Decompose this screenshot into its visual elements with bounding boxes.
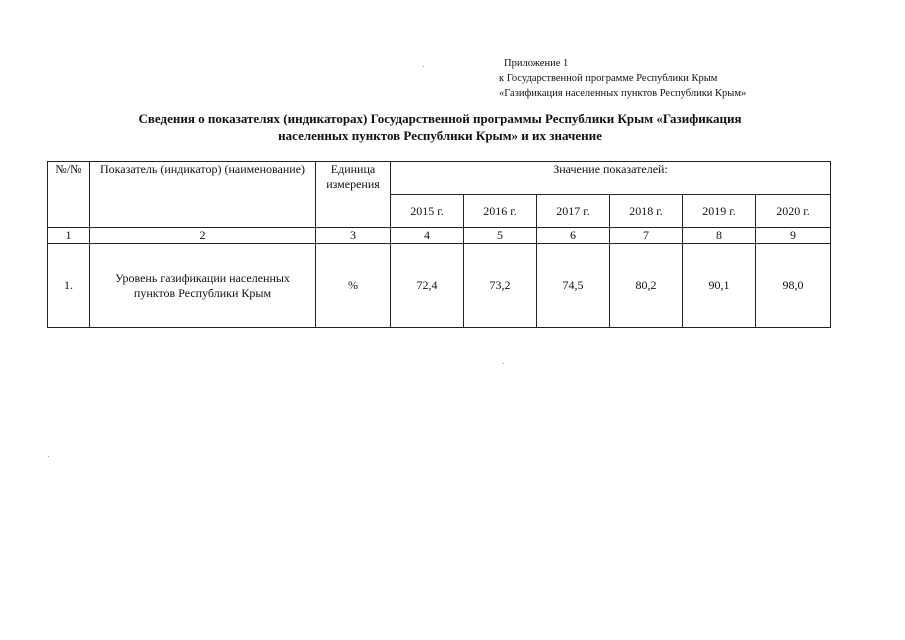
- column-numbers-row: [48, 228, 831, 244]
- scan-speck: [48, 456, 49, 457]
- header-year: 2016 г.: [464, 195, 537, 228]
- row-value: 90,1: [683, 244, 756, 328]
- header-values: Значение показателей:: [391, 162, 831, 195]
- column-number: 9: [756, 228, 831, 244]
- row-value: 98,0: [756, 244, 831, 328]
- appendix-program-name: «Газификация населенных пунктов Республики Крым»: [499, 88, 747, 99]
- column-number: 5: [464, 228, 537, 244]
- title-line-2: населенных пунктов Республики Крым» и их значение: [278, 128, 602, 143]
- header-year: 2018 г.: [610, 195, 683, 228]
- header-num: №/№: [48, 162, 90, 228]
- row-indicator: Уровень газификации населенных пунктов Республики Крым: [90, 244, 316, 328]
- header-year: 2020 г.: [756, 195, 831, 228]
- appendix-block: [499, 56, 746, 101]
- header-unit: Единица измерения: [316, 162, 391, 228]
- appendix-program-ref: к Государственной программе Республики Крым: [499, 73, 718, 84]
- column-number: 3: [316, 228, 391, 244]
- row-unit: %: [316, 244, 391, 328]
- header-year: 2019 г.: [683, 195, 756, 228]
- title-line-1: Сведения о показателях (индикаторах) Государственной программы Республики Крым «Газификация: [138, 111, 742, 126]
- indicators-table: [47, 161, 831, 328]
- header-row: [48, 162, 831, 195]
- header-year: 2017 г.: [537, 195, 610, 228]
- scan-speck: [503, 363, 504, 364]
- row-num: 1.: [48, 244, 90, 328]
- row-value: 72,4: [391, 244, 464, 328]
- column-number: 2: [90, 228, 316, 244]
- column-number: 4: [391, 228, 464, 244]
- row-value: 80,2: [610, 244, 683, 328]
- appendix-label: Приложение 1: [504, 58, 569, 69]
- row-value: 74,5: [537, 244, 610, 328]
- header-indicator: Показатель (индикатор) (наименование): [90, 162, 316, 228]
- column-number: 7: [610, 228, 683, 244]
- document-title: [60, 110, 820, 144]
- row-value: 73,2: [464, 244, 537, 328]
- scan-speck: [423, 66, 424, 67]
- header-year: 2015 г.: [391, 195, 464, 228]
- column-number: 1: [48, 228, 90, 244]
- table-row: [48, 244, 831, 328]
- column-number: 8: [683, 228, 756, 244]
- column-number: 6: [537, 228, 610, 244]
